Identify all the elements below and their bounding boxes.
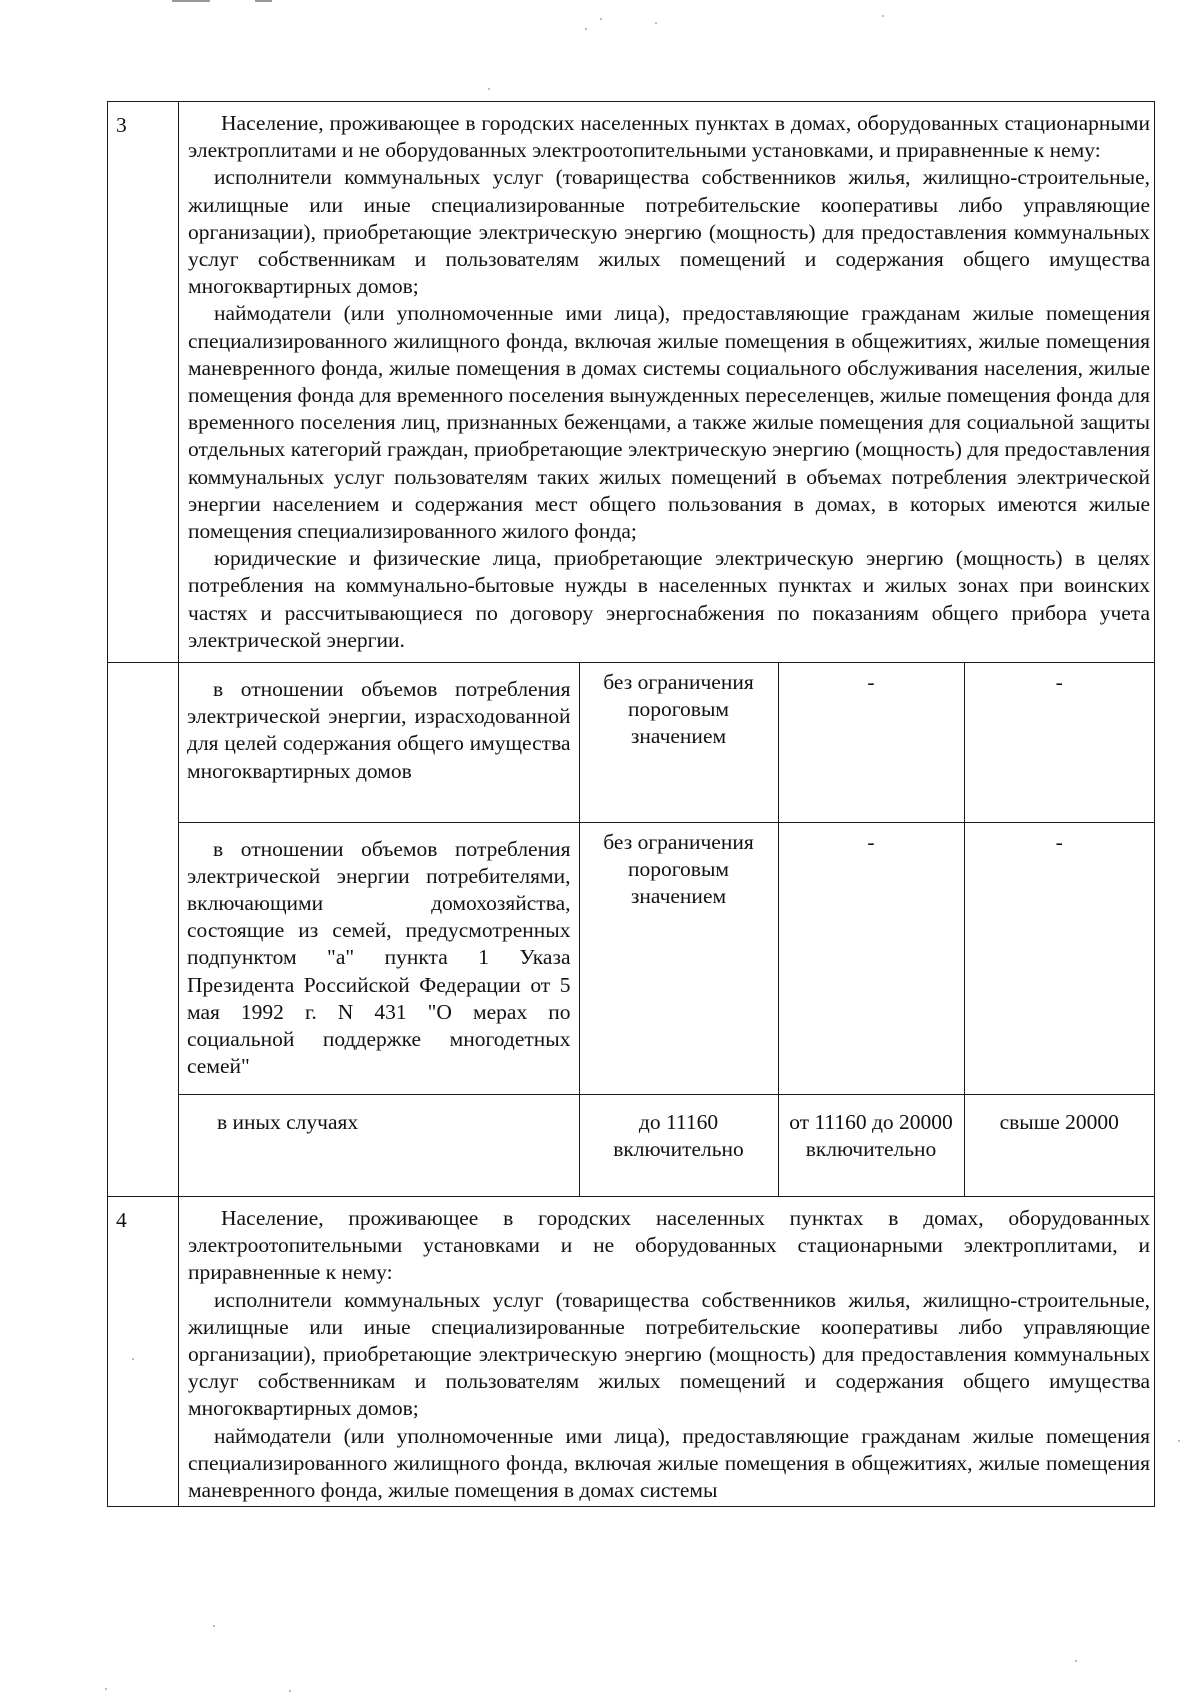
scan-speck bbox=[882, 15, 884, 17]
tariff-range-2: от 11160 до 20000 включительно bbox=[778, 1094, 964, 1196]
tariff-row bbox=[179, 663, 1154, 822]
scan-speck bbox=[105, 1688, 107, 1690]
row-number: 3 bbox=[108, 102, 179, 663]
scan-artifact bbox=[255, 0, 272, 2]
tariff-condition bbox=[179, 663, 579, 822]
tariff-range-3: - bbox=[964, 822, 1154, 1094]
tariff-ranges-cell bbox=[179, 663, 1155, 1197]
scan-speck bbox=[289, 1690, 291, 1692]
tariff-range-1: без ограничения пороговым значением bbox=[579, 663, 778, 822]
tariff-ranges-table bbox=[179, 663, 1154, 1196]
tariff-condition bbox=[179, 822, 579, 1094]
empty-number-cell bbox=[108, 663, 179, 1197]
tariff-row bbox=[179, 822, 1154, 1094]
condition-text: в отношении объемов потребления электрической энергии потребителями, включающими домохозяйства, состоящие из семей, предусмотренных подпунктом "а" пункта 1 Указа Президента Российской Федерации от 5 мая 1992 г. N 431 "О мерах по социальной поддержке многодетных семей" bbox=[187, 836, 571, 1079]
paragraph: Население, проживающее в городских населенных пунктах в домах, оборудованных стационарными электроплитами и не оборудованных электроотопительными установками, и приравненные к нему: bbox=[188, 111, 1150, 163]
scan-speck bbox=[585, 28, 587, 30]
scan-speck bbox=[1178, 1440, 1180, 1442]
scan-artifact bbox=[172, 0, 210, 2]
tariff-range-2: - bbox=[778, 663, 964, 822]
table-row bbox=[108, 663, 1155, 1197]
scan-speck bbox=[655, 22, 657, 24]
paragraph: Население, проживающее в городских населенных пунктах в домах, оборудованных электроотопительными установками и не оборудованных стационарными электроплитами, и приравненные к нему: bbox=[188, 1206, 1150, 1285]
table-row bbox=[108, 1197, 1155, 1507]
tariff-condition bbox=[179, 1094, 579, 1196]
condition-text: в отношении объемов потребления электрической энергии, израсходованной для целей содержания общего имущества многоквартирных домов bbox=[187, 677, 571, 783]
tariff-range-2: - bbox=[778, 822, 964, 1094]
tariff-row bbox=[179, 1094, 1154, 1196]
paragraph: исполнители коммунальных услуг (товарищества собственников жилья, жилищно-строительные, жилищные или иные специализированные потребительские кооперативы либо управляющие организации), приобретающие электрическую энергию (мощность) для предоставления коммунальных услуг собственникам и пользователям жилых помещений и содержания общего имущества многоквартирных домов; bbox=[188, 1287, 1150, 1421]
scan-speck bbox=[1075, 1660, 1077, 1662]
scan-speck bbox=[213, 1625, 215, 1627]
consumer-group-description bbox=[179, 1197, 1155, 1507]
paragraph: исполнители коммунальных услуг (товарищества собственников жилья, жилищно-строительные, жилищные или иные специализированные потребительские кооперативы либо управляющие организации), приобретающие электрическую энергию (мощность) для предоставления коммунальных услуг собственникам и пользователям жилых помещений и содержания общего имущества многоквартирных домов; bbox=[188, 165, 1150, 299]
condition-text: в иных случаях bbox=[217, 1109, 359, 1134]
paragraph: юридические и физические лица, приобретающие электрическую энергию (мощность) в целях потребления на коммунально-бытовые нужды в населенных пунктах и жилых зонах при воинских частях и рассчитывающиеся по договору энергоснабжения по показаниям общего прибора учета электрической энергии. bbox=[188, 546, 1150, 652]
paragraph: наймодатели (или уполномоченные ими лица), предоставляющие гражданам жилые помещения специализированного жилищного фонда, включая жилые помещения в общежитиях, жилые помещения маневренного фонда, жилые помещения в домах системы социального обслуживания населения, жилые помещения фонда для временного поселения вынужденных переселенцев, жилые помещения фонда для временного поселения лиц, признанных беженцами, а также жилые помещения для социальной защиты отдельных категорий граждан, приобретающие электрическую энергию (мощность) для предоставления коммунальных услуг пользователям таких жилых помещений в объемах потребления электрической энергии населением и содержания мест общего пользования в домах, в которых имеются жилые помещения специализированного жилого фонда; bbox=[188, 301, 1150, 544]
tariff-range-3: свыше 20000 bbox=[964, 1094, 1154, 1196]
paragraph: наймодатели (или уполномоченные ими лица), предоставляющие гражданам жилые помещения специализированного жилищного фонда, включая жилые помещения в общежитиях, жилые помещения маневренного фонда, жилые помещения в домах системы bbox=[188, 1423, 1150, 1503]
scan-speck bbox=[488, 88, 490, 90]
row-number: 4 bbox=[108, 1197, 179, 1507]
tariff-table bbox=[107, 101, 1155, 1507]
tariff-range-1: без ограничения пороговым значением bbox=[579, 822, 778, 1094]
scan-speck bbox=[600, 18, 602, 20]
table-row bbox=[108, 102, 1155, 663]
tariff-range-3: - bbox=[964, 663, 1154, 822]
tariff-range-1: до 11160 включительно bbox=[579, 1094, 778, 1196]
consumer-group-description bbox=[179, 102, 1155, 663]
